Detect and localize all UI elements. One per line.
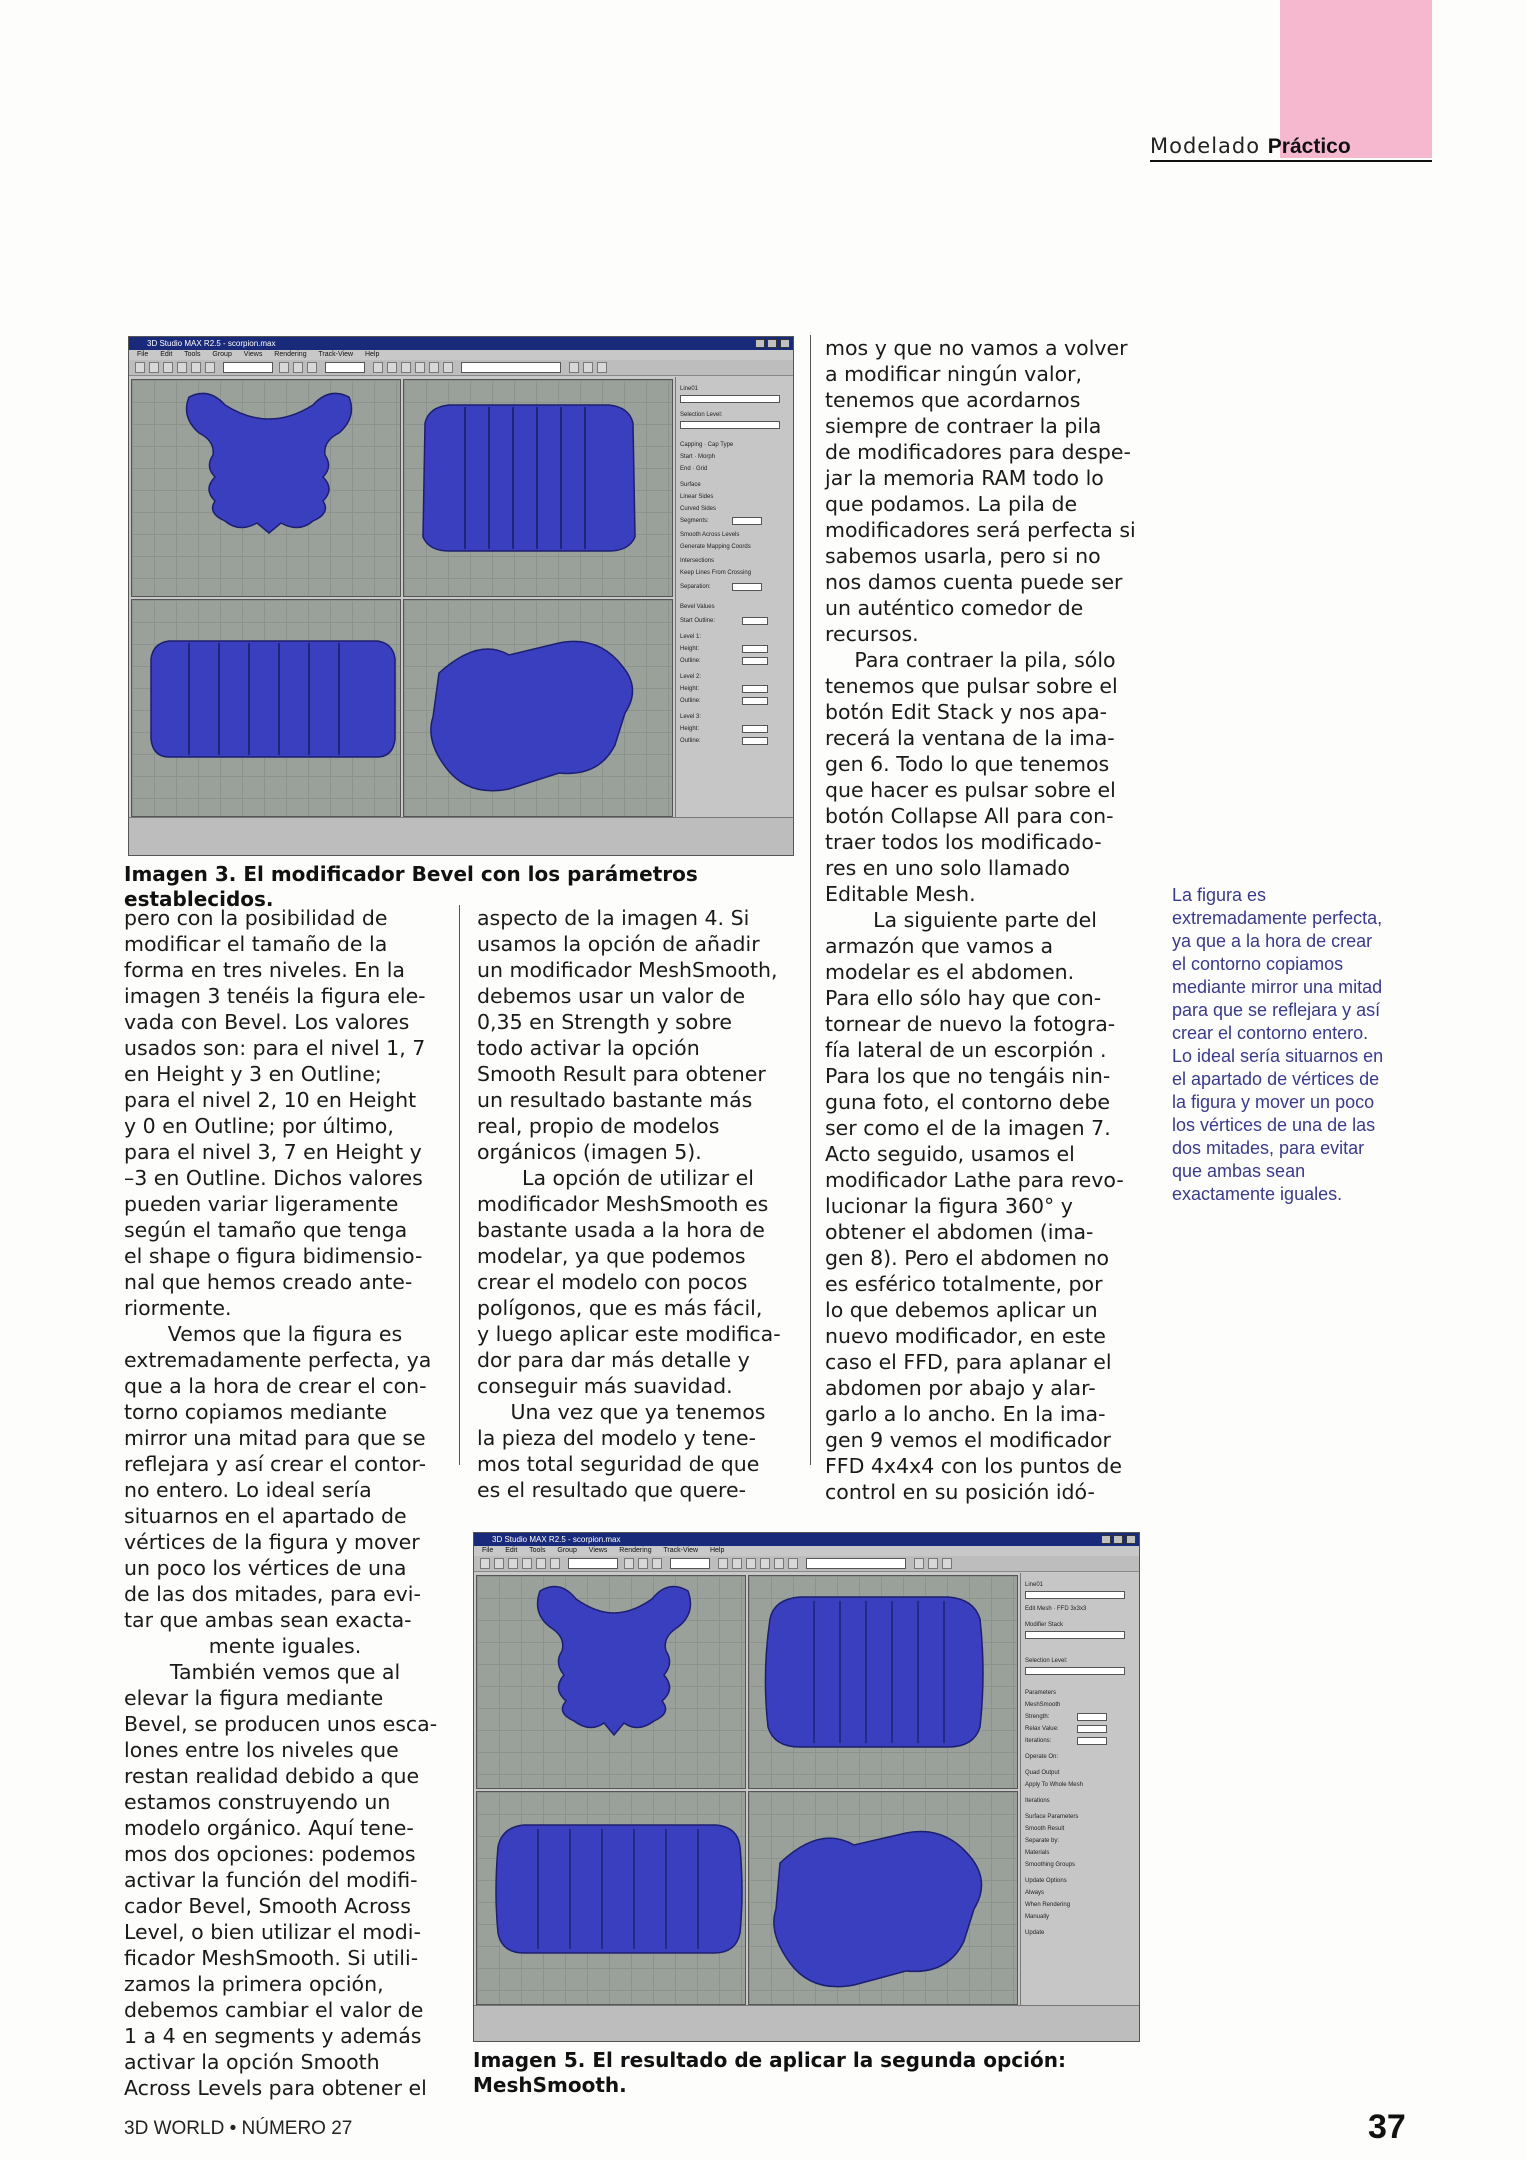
text-line: no entero. Lo ideal sería: [124, 1478, 372, 1502]
text-line: vada con Bevel. Los valores: [124, 1010, 410, 1034]
text-line: un poco los vértices de una: [124, 1556, 407, 1580]
text-line: garlo a lo ancho. En la ima-: [825, 1402, 1106, 1426]
text-line: gen 6. Todo lo que tenemos: [825, 752, 1110, 776]
text-line: FFD 4x4x4 con los puntos de: [825, 1454, 1122, 1478]
text-line: debemos usar un valor de: [477, 984, 746, 1008]
figure-5-menubar: File Edit Tools Group Views Rendering Track-View Help: [482, 1547, 725, 1554]
text-line: modificador Lathe para revo-: [825, 1168, 1124, 1192]
text-line: mos dos opciones: podemos: [124, 1842, 416, 1866]
text-line: el shape o figura bidimensio-: [124, 1244, 423, 1268]
meshsmooth-top-shape: [538, 1587, 691, 1736]
figure-3-caption: Imagen 3. El modificador Bevel con los parámetros establecidos.: [124, 862, 698, 911]
bevel-front-shape: [423, 405, 635, 551]
text-line: La siguiente parte del: [873, 908, 1097, 932]
text-line: reflejara y así crear el contor-: [124, 1452, 427, 1476]
sidebar-line: ya que a la hora de crear: [1172, 931, 1373, 951]
text-line: mos y que no vamos a volver: [825, 336, 1128, 360]
text-line: ser como el de la imagen 7.: [825, 1116, 1111, 1140]
figure-5-model-render: [474, 1533, 1140, 2042]
text-line: aspecto de la imagen 4. Si: [477, 906, 750, 930]
text-line: que a la hora de crear el con-: [124, 1374, 427, 1398]
text-line: nos damos cuenta puede ser: [825, 570, 1123, 594]
text-line: para el nivel 3, 7 en Height y: [124, 1140, 422, 1164]
text-line: pero con la posibilidad de: [124, 906, 388, 930]
figure-3-window-title: 3D Studio MAX R2.5 - scorpion.max: [129, 337, 793, 350]
text-line: de modificadores para despe-: [825, 440, 1131, 464]
text-line: y luego aplicar este modifica-: [477, 1322, 781, 1346]
figure-5-caption-line: MeshSmooth.: [473, 2073, 627, 2097]
text-line: debemos cambiar el valor de: [124, 1998, 424, 2022]
text-line: tornear de nuevo la fotogra-: [825, 1012, 1116, 1036]
text-line: a modificar ningún valor,: [825, 362, 1083, 386]
text-line: abdomen por abajo y alar-: [825, 1376, 1096, 1400]
sidebar-line: que ambas sean: [1172, 1161, 1306, 1181]
meshsmooth-perspective-shape: [774, 1831, 982, 1986]
text-line: que hacer es pulsar sobre el: [825, 778, 1116, 802]
text-line: pueden variar ligeramente: [124, 1192, 399, 1216]
text-line: tenemos que pulsar sobre el: [825, 674, 1118, 698]
text-line: es el resultado que quere-: [477, 1478, 747, 1502]
text-line: Across Levels para obtener el: [124, 2076, 427, 2100]
text-line: estamos construyendo un: [124, 1790, 391, 1814]
text-line: Acto seguido, usamos el: [825, 1142, 1075, 1166]
text-line: nuevo modificador, en este: [825, 1324, 1106, 1348]
text-line: 1 a 4 en segments y además: [124, 2024, 422, 2048]
text-line: activar la opción Smooth: [124, 2050, 380, 2074]
text-line: siempre de contraer la pila: [825, 414, 1102, 438]
text-line: armazón que vamos a: [825, 934, 1054, 958]
section-label: Modelado: [1150, 134, 1261, 158]
text-line: cador Bevel, Smooth Across: [124, 1894, 411, 1918]
article-column-3: [825, 335, 1145, 1505]
text-line: fía lateral de un escorpión .: [825, 1038, 1107, 1062]
text-line: usamos la opción de añadir: [477, 932, 760, 956]
figure-5-screenshot: [473, 1532, 1140, 2042]
figure-3-menubar: File Edit Tools Group Views Rendering Track-View Help: [137, 351, 380, 358]
text-line: gen 9 vemos el modificador: [825, 1428, 1111, 1452]
sidebar-line: La figura es: [1172, 885, 1267, 905]
command-panel: Line01 Selection Level: Capping · Cap Type Start · Morph End · Grid Surface Linear Sides Curved Sides Segments: Smooth Across Levels Generate Mapping Coords Intersections Keep Lines From Crossing Separation: Bevel Values Start Outline: Level 1: Height: Outline: Level 2: Height: Outline: Level 3: Height: Outline:: [675, 377, 794, 817]
sidebar-line: el apartado de vértices de: [1172, 1069, 1380, 1089]
text-line: modificadores será perfecta si: [825, 518, 1136, 542]
text-line: y 0 en Outline; por último,: [124, 1114, 394, 1138]
text-line: riormente.: [124, 1296, 232, 1320]
bevel-top-shape: [187, 393, 352, 533]
text-line: obtener el abdomen (ima-: [825, 1220, 1094, 1244]
text-line: guna foto, el contorno debe: [825, 1090, 1111, 1114]
text-line: zamos la primera opción,: [124, 1972, 384, 1996]
text-line: lo que debemos aplicar un: [825, 1298, 1098, 1322]
text-line: real, propio de modelos: [477, 1114, 720, 1138]
text-line: en Height y 3 en Outline;: [124, 1062, 382, 1086]
sidebar-line: crear el contorno entero.: [1172, 1023, 1369, 1043]
bevel-left-shape: [151, 641, 395, 757]
sidebar-pull-quote: [1172, 884, 1422, 1206]
article-column-1: [124, 905, 446, 2101]
text-line: un modificador MeshSmooth,: [477, 958, 778, 982]
text-line: Bevel, se producen unos esca-: [124, 1712, 438, 1736]
text-line: recerá la ventana de la ima-: [825, 726, 1115, 750]
meshsmooth-left-shape: [496, 1825, 742, 1953]
command-panel: Line01 Edit Mesh · FFD 3x3x3 Modifier Stack Selection Level: Parameters MeshSmooth Strength: Relax Value: Iterations: Operate On: Quad Output Apply To Whole Mesh Iterations Surface Parameters Smooth Result Separate by: Materials Smoothing Groups Update Options Always When Rendering Manually Update: [1020, 1573, 1140, 2005]
text-line: Una vez que ya tenemos: [510, 1400, 766, 1424]
text-line: extremadamente perfecta, ya: [124, 1348, 432, 1372]
text-line: gen 8). Pero el abdomen no: [825, 1246, 1110, 1270]
section-label-bold: Práctico: [1267, 135, 1351, 158]
text-line: Para contraer la pila, sólo: [854, 648, 1116, 672]
figure-5-caption-line: Imagen 5. El resultado de aplicar la segunda opción:: [473, 2048, 1066, 2072]
sidebar-line: extremadamente perfecta,: [1172, 908, 1383, 928]
text-line: modelar es el abdomen.: [825, 960, 1075, 984]
text-line: modificador MeshSmooth es: [477, 1192, 769, 1216]
text-line: torno copiamos mediante: [124, 1400, 387, 1424]
article-column-2: [477, 905, 799, 1503]
text-line: la pieza del modelo y tene-: [477, 1426, 756, 1450]
text-line: tenemos que acordarnos: [825, 388, 1081, 412]
sidebar-line: la figura y mover un poco: [1172, 1092, 1375, 1112]
text-line: ficador MeshSmooth. Si utili-: [124, 1946, 419, 1970]
text-line: es esférico totalmente, por: [825, 1272, 1103, 1296]
text-line: res en uno solo llamado: [825, 856, 1070, 880]
text-line: También vemos que al: [169, 1660, 401, 1684]
text-line: activar la función del modifi-: [124, 1868, 418, 1892]
text-line: Editable Mesh.: [825, 882, 976, 906]
column-divider: [810, 335, 811, 1465]
sidebar-line: dos mitades, para evitar: [1172, 1138, 1365, 1158]
text-line: botón Collapse All para con-: [825, 804, 1114, 828]
text-line: mirror una mitad para que se: [124, 1426, 426, 1450]
text-line: tar que ambas sean exacta-: [124, 1608, 412, 1632]
text-line: lucionar la figura 360° y: [825, 1194, 1073, 1218]
bevel-perspective-shape: [431, 641, 633, 790]
text-line: nal que hemos creado ante-: [124, 1270, 413, 1294]
text-line: según el tamaño que tenga: [124, 1218, 408, 1242]
text-line: Para los que no tengáis nin-: [825, 1064, 1111, 1088]
text-line: modificar el tamaño de la: [124, 932, 388, 956]
text-line: traer todos los modificado-: [825, 830, 1102, 854]
sidebar-line: los vértices de una de las: [1172, 1115, 1376, 1135]
text-line: mente iguales.: [208, 1634, 362, 1658]
figure-5-window-title: 3D Studio MAX R2.5 - scorpion.max: [474, 1533, 1139, 1546]
text-line: usados son: para el nivel 1, 7: [124, 1036, 426, 1060]
text-line: conseguir más suavidad.: [477, 1374, 733, 1398]
text-line: un auténtico comedor de: [825, 596, 1084, 620]
text-line: un resultado bastante más: [477, 1088, 753, 1112]
text-line: de las dos mitades, para evi-: [124, 1582, 421, 1606]
text-line: lones entre los niveles que: [124, 1738, 399, 1762]
text-line: caso el FFD, para aplanar el: [825, 1350, 1112, 1374]
column-divider: [459, 905, 460, 1465]
text-line: jar la memoria RAM todo lo: [825, 466, 1104, 490]
text-line: modelo orgánico. Aquí tene-: [124, 1816, 414, 1840]
text-line: forma en tres niveles. En la: [124, 958, 405, 982]
figure-3-model-render: [129, 337, 794, 856]
sidebar-line: exactamente iguales.: [1172, 1184, 1343, 1204]
sidebar-line: Lo ideal sería situarnos en: [1172, 1046, 1384, 1066]
text-line: polígonos, que es más fácil,: [477, 1296, 763, 1320]
text-line: –3 en Outline. Dichos valores: [124, 1166, 423, 1190]
text-line: dor para dar más detalle y: [477, 1348, 750, 1372]
text-line: sabemos usarla, pero si no: [825, 544, 1101, 568]
text-line: todo activar la opción: [477, 1036, 700, 1060]
magazine-footer: 3D WORLD • NÚMERO 27: [124, 2118, 353, 2139]
text-line: para el nivel 2, 10 en Height: [124, 1088, 417, 1112]
sidebar-line: el contorno copiamos: [1172, 954, 1344, 974]
sidebar-line: mediante mirror una mitad: [1172, 977, 1383, 997]
text-line: que podamos. La pila de: [825, 492, 1078, 516]
section-header: [1150, 134, 1432, 162]
meshsmooth-front-shape: [765, 1597, 983, 1747]
text-line: Para ello sólo hay que con-: [825, 986, 1102, 1010]
text-line: crear el modelo con pocos: [477, 1270, 748, 1294]
text-line: imagen 3 tenéis la figura ele-: [124, 984, 426, 1008]
figure-3-screenshot: [128, 336, 794, 856]
text-line: mos total seguridad de que: [477, 1452, 760, 1476]
text-line: Level, o bien utilizar el modi-: [124, 1920, 421, 1944]
figure-5-caption: [473, 2048, 1173, 2098]
text-line: recursos.: [825, 622, 919, 646]
text-line: vértices de la figura y mover: [124, 1530, 420, 1554]
text-line: elevar la figura mediante: [124, 1686, 384, 1710]
text-line: control en su posición idó-: [825, 1480, 1095, 1504]
text-line: restan realidad debido a que: [124, 1764, 420, 1788]
text-line: Smooth Result para obtener: [477, 1062, 766, 1086]
text-line: botón Edit Stack y nos apa-: [825, 700, 1108, 724]
page-number: 37: [1368, 2108, 1406, 2146]
text-line: La opción de utilizar el: [522, 1166, 754, 1190]
sidebar-line: para que se reflejara y así: [1172, 1000, 1381, 1020]
text-line: 0,35 en Strength y sobre: [477, 1010, 732, 1034]
text-line: orgánicos (imagen 5).: [477, 1140, 702, 1164]
text-line: Vemos que la figura es: [167, 1322, 403, 1346]
text-line: bastante usada a la hora de: [477, 1218, 765, 1242]
text-line: situarnos en el apartado de: [124, 1504, 407, 1528]
text-line: modelar, ya que podemos: [477, 1244, 746, 1268]
